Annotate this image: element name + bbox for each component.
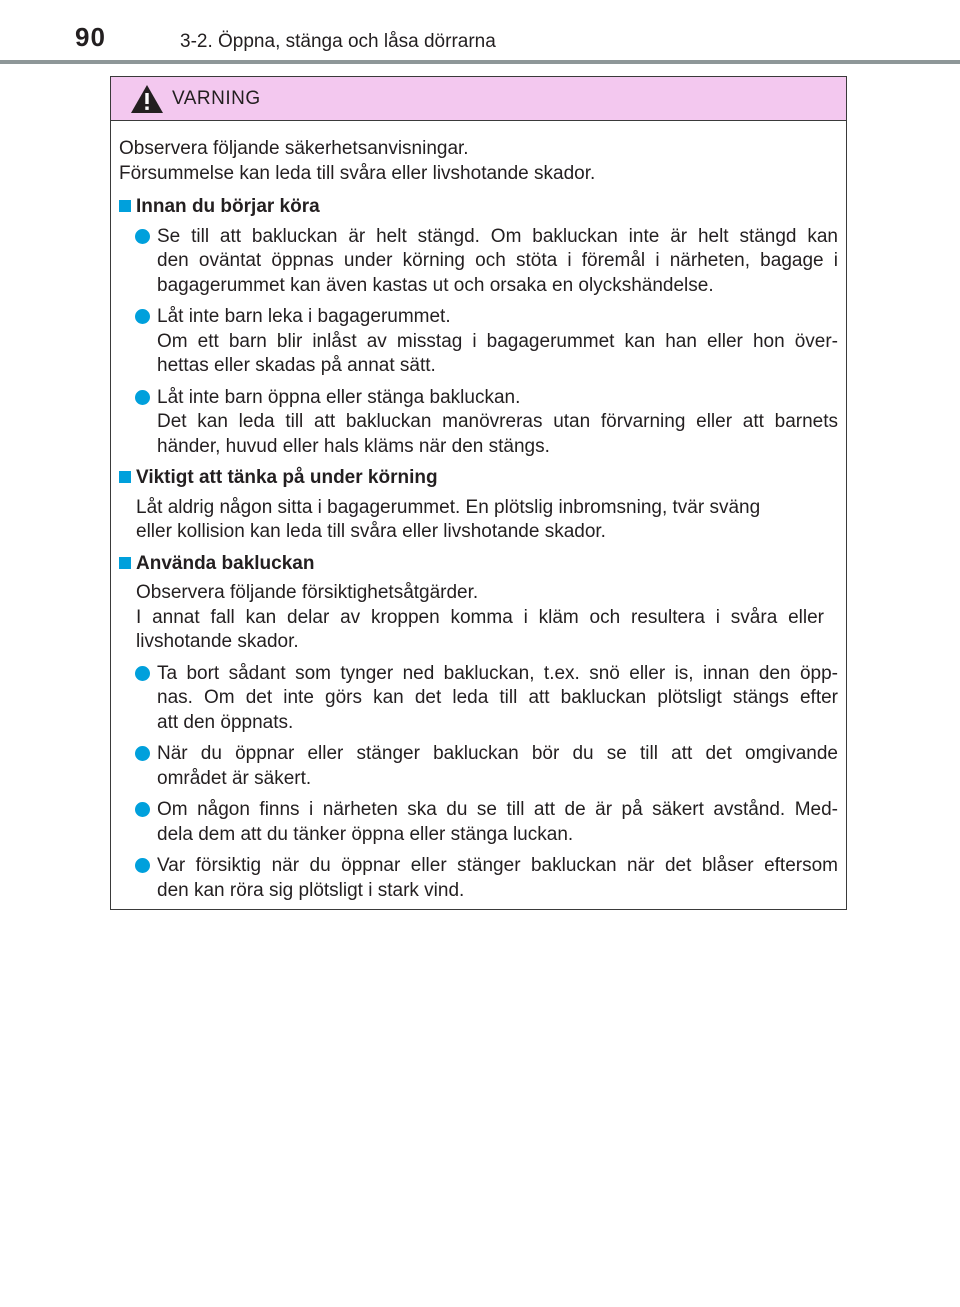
bullet-line: Låt inte barn leka i bagagerummet.: [157, 306, 451, 327]
list-item: [119, 742, 838, 791]
intro-line: Observera följande säkerhetsanvisningar.: [119, 138, 469, 159]
page-number: 90: [75, 22, 106, 52]
section-heading-text: Använda bakluckan: [136, 552, 315, 574]
warning-box: [110, 76, 847, 910]
warning-intro: [119, 137, 838, 186]
square-bullet-icon: [119, 200, 131, 212]
list-item: [119, 798, 838, 847]
circle-bullet-icon: [135, 666, 150, 681]
list-item: [119, 225, 838, 299]
paragraph-line: eller kollision kan leda till svåra eller livshotande skador.: [136, 521, 606, 542]
bullet-line: Låt inte barn öppna eller stänga bakluckan.: [157, 386, 521, 408]
section-paragraph: [119, 496, 838, 545]
page-header: [0, 0, 960, 64]
warning-title: VARNING: [172, 88, 261, 109]
bullet-line: dela dem att du tänker öppna eller stänga luckan.: [157, 823, 574, 845]
warning-triangle-icon: [130, 84, 164, 114]
bullet-line: Var försiktig när du öppnar eller stänger bakluckan när det blåser eftersom: [157, 855, 838, 876]
bullet-line: Ta bort sådant som tynger ned bakluckan, t.ex. snö eller is, innan den öpp-: [157, 662, 838, 684]
paragraph-line: livshotande skador.: [136, 631, 299, 652]
list-item: [119, 386, 838, 460]
bullet-line: händer, huvud eller hals kläms när den stängs.: [157, 435, 550, 457]
bullet-line: området är säkert.: [157, 767, 312, 789]
paragraph-line: Observera följande försiktighetsåtgärder.: [136, 582, 479, 603]
bullet-line: nas. Om det inte görs kan det leda till att bakluckan plötsligt stängs efter: [157, 687, 838, 708]
bullet-line: Se till att bakluckan är helt stängd. Om bakluckan inte är helt stängd kan: [157, 225, 838, 247]
circle-bullet-icon: [135, 746, 150, 761]
bullet-line: hettas eller skadas på annat sätt.: [157, 355, 436, 376]
bullet-line: Om någon finns i närheten ska du se till att de är på säkert avstånd. Med-: [157, 799, 838, 820]
section-heading-text: Innan du börjar köra: [136, 196, 320, 217]
list-item: [119, 662, 838, 736]
square-bullet-icon: [119, 471, 131, 483]
intro-line: Försummelse kan leda till svåra eller livshotande skador.: [119, 162, 596, 184]
warning-header: [111, 77, 846, 121]
list-item: [119, 305, 838, 379]
section-heading: [119, 195, 838, 220]
circle-bullet-icon: [135, 390, 150, 405]
bullet-line: den oväntat öppnas under körning och stöta i föremål i närheten, bagage i: [157, 250, 838, 271]
circle-bullet-icon: [135, 229, 150, 244]
bullet-line: Om ett barn blir inlåst av misstag i bagagerummet kan han eller hon över-: [157, 330, 838, 352]
bullet-line: Det kan leda till att bakluckan manövreras utan förvarning eller att barnets: [157, 411, 838, 432]
header-rule: [0, 60, 960, 64]
circle-bullet-icon: [135, 802, 150, 817]
section-paragraph: [119, 581, 838, 655]
chapter-title: 3-2. Öppna, stänga och låsa dörrarna: [180, 31, 496, 52]
bullet-line: bagagerummet kan även kastas ut och orsaka en olyckshändelse.: [157, 274, 714, 296]
circle-bullet-icon: [135, 858, 150, 873]
bullet-line: att den öppnats.: [157, 711, 294, 733]
bullet-line: När du öppnar eller stänger bakluckan bör du se till att det omgivande: [157, 743, 838, 764]
section-heading: [119, 552, 838, 577]
circle-bullet-icon: [135, 309, 150, 324]
warning-body: [111, 121, 846, 903]
bullet-line: den kan röra sig plötsligt i stark vind.: [157, 879, 465, 901]
paragraph-line: I annat fall kan delar av kroppen komma i kläm och resultera i svåra eller: [136, 606, 824, 628]
paragraph-line: Låt aldrig någon sitta i bagagerummet. En plötslig inbromsning, tvär sväng: [136, 496, 761, 518]
list-item: [119, 854, 838, 903]
square-bullet-icon: [119, 557, 131, 569]
section-heading: [119, 466, 838, 491]
section-heading-text: Viktigt att tänka på under körning: [136, 467, 438, 488]
